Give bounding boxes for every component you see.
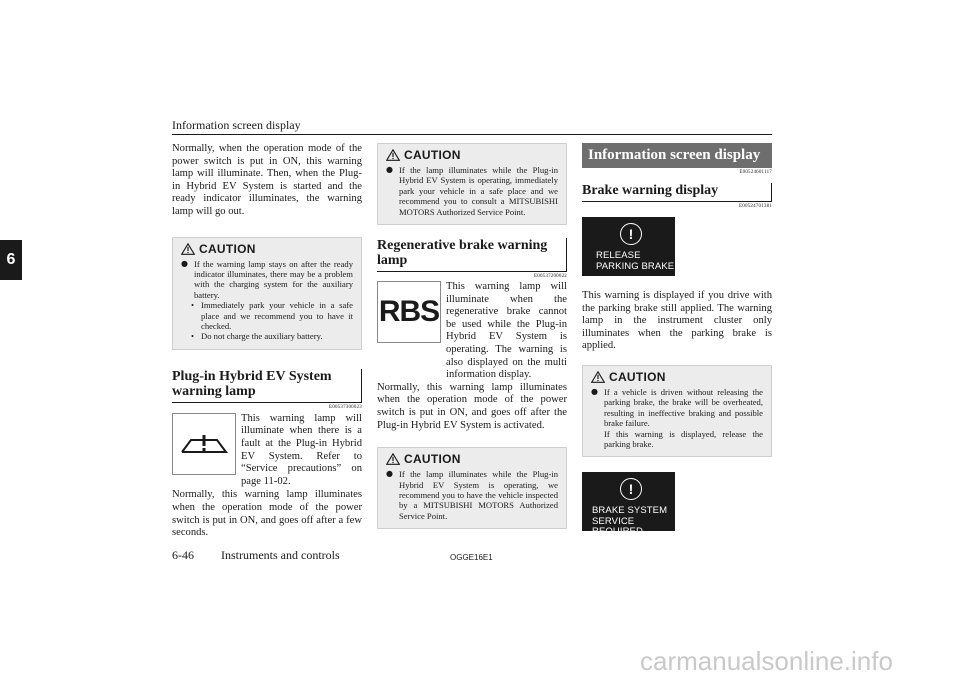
warning-triangle-icon	[181, 243, 195, 255]
warning-triangle-icon	[591, 371, 605, 383]
banner-code: E00524601117	[739, 170, 772, 175]
section-heading	[582, 183, 772, 209]
document-code: OGGE16E1	[450, 553, 493, 562]
section-code: E00537300023	[329, 404, 362, 410]
column-2	[377, 143, 567, 529]
caution-box	[172, 237, 362, 350]
lamp-normal-operation: Normally, this warning lamp illuminates when the operation mode of the power switch is put in ON, and goes off after the Plug-in Hybrid EV System is activated.	[377, 381, 567, 431]
bullet-icon: ●	[591, 386, 598, 396]
section-code: E00537200022	[534, 274, 567, 280]
section-name: Instruments and controls	[221, 548, 340, 562]
battery-warning-icon	[177, 426, 231, 462]
warning-triangle-icon	[386, 453, 400, 465]
rbs-label: RBS	[378, 295, 440, 329]
release-parking-brake-display	[582, 217, 675, 276]
exclamation-icon: !	[620, 223, 642, 245]
brake-warning-description: This warning is displayed if you drive with the parking brake still applied. The warning lamp in the instrument cluster only illuminates when the parking brake is applied.	[582, 290, 772, 352]
section-title: Regenerative brake warning lamp	[377, 238, 567, 272]
page-number: 6-46	[172, 548, 194, 562]
lamp-description: This warning lamp will illuminate when the regenerative brake cannot be used while the Plug-in Hybrid EV System is operating. The warning is also displayed on the multi information display.	[446, 281, 567, 381]
section-title: Brake warning display	[582, 183, 772, 202]
display-line: PARKING BRAKE	[596, 260, 675, 272]
section-title: Plug-in Hybrid EV System warning lamp	[172, 369, 362, 403]
caution-item: ● If the lamp illuminates while the Plug-in Hybrid EV System is operating, immediately park your vehicle in a safe place and we recommend you to consult a MITSUBISHI MOTORS Authorized Service Point.	[386, 165, 558, 217]
bullet-icon: ●	[181, 258, 188, 268]
rbs-warning-lamp	[377, 281, 441, 343]
column-3	[582, 143, 772, 538]
header-rule	[172, 134, 772, 135]
caution-box	[377, 143, 567, 225]
sub-bullet-icon: •	[191, 331, 195, 342]
display-line: BRAKE SYSTEM	[592, 505, 668, 517]
battery-warning-lamp	[172, 413, 236, 475]
caution-title: CAUTION	[609, 369, 666, 384]
chapter-tab: 6	[0, 240, 22, 280]
bullet-icon: ●	[386, 469, 393, 479]
caution-item: ● If the lamp illuminates while the Plug-in Hybrid EV System is operating, we recommend you to have the vehicle inspected by a MITSUBISHI MOTORS Authorized Service Point.	[386, 469, 558, 521]
caution-item: ● If a vehicle is driven without releasing the parking brake, the brake will be overheated, resulting in ineffective braking and possible brake failure. If this warning is displayed, release the parking brake.	[591, 386, 763, 449]
caution-box	[582, 365, 772, 457]
brake-system-service-display	[582, 472, 675, 538]
display-line: RELEASE	[596, 250, 641, 261]
caution-sub-item: • Do not charge the auxiliary battery.	[191, 331, 323, 342]
sub-bullet-icon: •	[191, 300, 195, 311]
column-1	[172, 143, 362, 540]
caution-sub-item: • Immediately park your vehicle in a safe place and we recommend you to have it checked.	[191, 300, 353, 331]
caution-box	[377, 447, 567, 529]
intro-paragraph: Normally, when the operation mode of the power switch is put in ON, this warning lamp will illuminate. Then, when the Plug-in Hybrid EV System is started and the ready indicator illuminates, the warning lamp will go out.	[172, 143, 362, 217]
warning-triangle-icon	[386, 149, 400, 161]
caution-title: CAUTION	[199, 241, 256, 256]
exclamation-icon: !	[620, 478, 642, 500]
lamp-normal-operation: Normally, this warning lamp illuminates when the operation mode of the power switch is put in ON, and goes off after a few seconds.	[172, 489, 362, 539]
running-title: Information screen display	[172, 118, 301, 132]
bullet-icon: ●	[386, 165, 393, 174]
watermark: carmanualsonline.info	[640, 646, 893, 676]
lamp-description: This warning lamp will illuminate when there is a fault at the Plug-in Hybrid EV System. Refer to “Service precautions” on page 11-02.	[241, 412, 362, 487]
chapter-banner: Information screen display	[582, 143, 772, 168]
caution-item: ● If the warning lamp stays on after the ready indicator illuminates, there may be a problem with the charging system for the auxiliary battery.	[181, 258, 353, 300]
display-line: SERVICE REQUIRED	[592, 515, 643, 538]
section-code: E00524701381	[739, 204, 772, 209]
section-heading	[172, 369, 362, 410]
section-heading	[377, 238, 567, 279]
caution-title: CAUTION	[404, 148, 461, 162]
caution-title: CAUTION	[404, 452, 461, 467]
